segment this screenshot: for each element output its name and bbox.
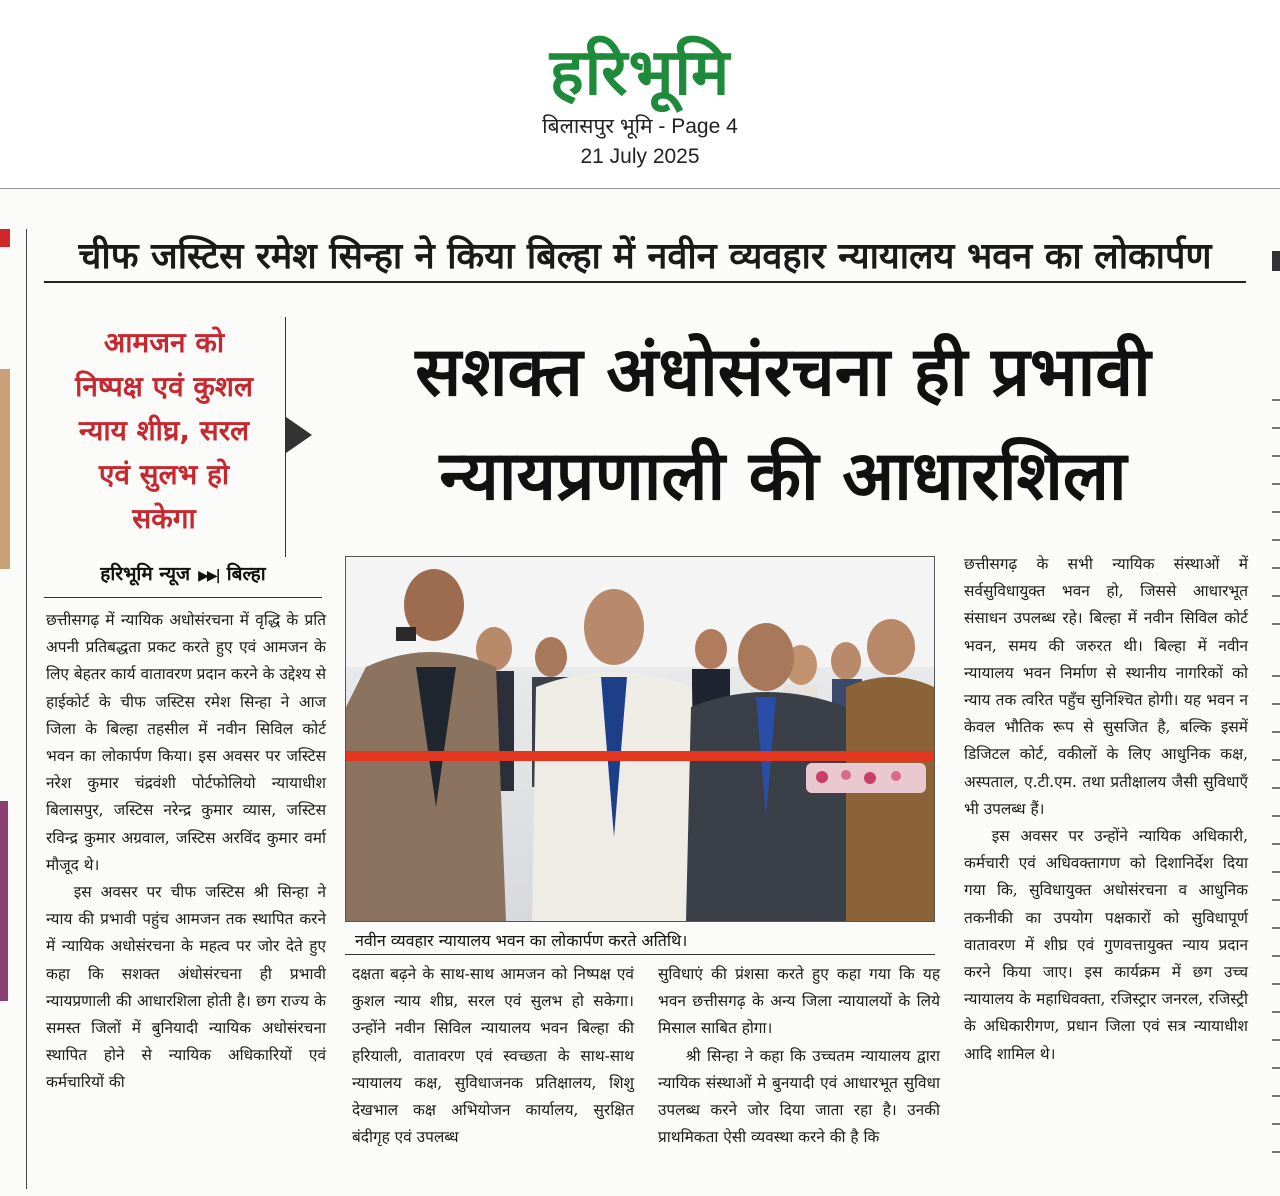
article-paragraph: श्री सिन्हा ने कहा कि उच्चतम न्यायालय द्वारा न्यायिक संस्थाओं मे बुनयादी एवं आधारभूत सुविधा उपलब्ध करने जोर दिया जाता रहा है। उनकी प्राथमिकता ऐसी व्यवस्था करने की है कि <box>658 1046 940 1147</box>
article-column-3 <box>658 961 940 1151</box>
adjacent-article-right-edge <box>1268 189 1280 1196</box>
adjacent-text-fragment <box>1272 675 1280 677</box>
adjacent-text-fragment <box>1272 483 1280 485</box>
headline-line: सशक्त अंधोसंरचना ही प्रभावी <box>415 333 1151 412</box>
ribbon <box>346 751 934 761</box>
adjacent-text-fragment <box>1272 731 1280 733</box>
byline-place: बिल्हा <box>226 563 266 585</box>
headline-line: न्यायप्रणाली की आधारशिला <box>439 437 1127 516</box>
adjacent-text-fragment <box>1272 1039 1280 1041</box>
adjacent-text-fragment <box>1272 623 1280 625</box>
adjacent-photo-fragment <box>0 369 10 569</box>
fast-forward-icon: ▶▶| <box>198 568 219 584</box>
pull-quote-line: सकेगा <box>132 502 196 535</box>
adjacent-text-fragment <box>1272 927 1280 929</box>
adjacent-text-fragment <box>1272 1067 1280 1069</box>
adjacent-text-fragment <box>1272 955 1280 957</box>
ribbon-cutting-photo <box>346 557 934 921</box>
adjacent-article-left-edge <box>0 189 14 1196</box>
adjacent-text-fragment <box>1272 399 1280 401</box>
adjacent-text-fragment <box>1272 1151 1280 1153</box>
adjacent-text-fragment <box>1272 843 1280 845</box>
newspaper-clipping <box>0 189 1280 1196</box>
adjacent-text-fragment <box>1272 511 1280 513</box>
article-paragraph: छत्तीसगढ़ के सभी न्यायिक संस्थाओं में सर्वसुविधायुक्त भवन हो, जिससे आधारभूत संसाधन उपलब्ध रहे। बिल्हा में नवीन सिविल कोर्ट भवन, समय की जरुरत थी। बिल्हा में नवीन न्यायालय भवन निर्माण से स्थानीय नागरिकों को न्याय तक त्वरित पहुँच सुनिश्चित होगी। यह भवन न केवल भौतिक रूप से सुसजित है, बल्कि इसमें डिजिटल कोर्ट, वकीलों के लिए आधुनिक कक्ष, अस्पताल, ए.टी.एम. तथा प्रतीक्षालय जैसी सुविधाएँ भी उपलब्ध हैं। <box>964 555 1248 818</box>
adjacent-text-fragment <box>1272 427 1280 429</box>
article-byline <box>44 559 322 598</box>
article-paragraph: छत्तीसगढ़ में न्यायिक अधोसंरचना में वृद्धि के प्रति अपनी प्रतिबद्धता प्रकट करते हुए एवं आमजन के लिए बेहतर कार्य वातावरण प्रदान करने के उद्देश्य से हाईकोर्ट के चीफ जस्टिस रमेश सिन्हा ने आज जिला के बिल्हा तहसील में नवीन सिविल कोर्ट भवन का लोकार्पण किया। इस अवसर पर जस्टिस नरेश कुमार चंद्रवंशी पोर्टफोलियो न्यायाधीश बिलासपुर, जस्टिस नरेन्द्र कुमार व्यास, जस्टिस रविन्द्र कुमार अग्रवाल, जस्टिस अरविंद कुमार वर्मा मौजूद थे। <box>46 611 326 874</box>
article-photo <box>345 556 935 922</box>
adjacent-text-fragment <box>1272 983 1280 985</box>
pull-quote-line: एवं सुलभ हो <box>98 458 230 491</box>
article-column-2 <box>352 961 634 1151</box>
adjacent-text-fragment <box>1272 539 1280 541</box>
article-kicker: चीफ जस्टिस रमेश सिन्हा ने किया बिल्हा में नवीन व्यवहार न्यायालय भवन का लोकार्पण <box>44 233 1246 283</box>
pull-quote-line: निष्पक्ष एवं कुशल <box>75 370 253 403</box>
edition-date: 21 July 2025 <box>580 145 700 168</box>
adjacent-text-fragment <box>1272 567 1280 569</box>
pull-quote <box>44 321 284 545</box>
adjacent-text-fragment <box>1272 595 1280 597</box>
adjacent-text-fragment <box>1272 787 1280 789</box>
adjacent-text-fragment <box>1272 1011 1280 1013</box>
edition-page-label: बिलासपुर भूमि - Page 4 <box>542 115 738 138</box>
adjacent-photo-fragment <box>0 801 8 1001</box>
pull-quote-pointer <box>286 417 312 453</box>
adjacent-red-block <box>0 229 10 247</box>
adjacent-text-fragment <box>1272 703 1280 705</box>
newspaper-logo: हरिभूमि <box>549 36 731 110</box>
photo-caption: नवीन व्यवहार न्यायालय भवन का लोकार्पण करते अतिथि। <box>345 929 935 955</box>
adjacent-text-fragment <box>1272 815 1280 817</box>
byline-source: हरिभूमि न्यूज <box>100 563 191 585</box>
article-paragraph: इस अवसर पर चीफ जस्टिस श्री सिन्हा ने न्याय की प्रभावी पहुंच आमजन तक स्थापित करने में न्यायिक अधोसंरचना के महत्व पर जोर देते हुए कहा कि सशक्त अंधोसंरचना ही प्रभावी न्यायप्रणाली की आधारशिला होती है। छग राज्य के समस्त जिलों में बुनियादी न्यायिक अधोसंरचना स्थापित होने से न्यायिक अधिकारियों एवं कर्मचारियों की <box>46 883 326 1092</box>
pull-quote-line: आमजन को <box>103 326 225 359</box>
adjacent-text-fragment <box>1272 1123 1280 1125</box>
adjacent-text-fragment <box>1272 871 1280 873</box>
masthead <box>0 0 1280 189</box>
adjacent-text-fragment <box>1272 759 1280 761</box>
adjacent-text-fragment <box>1272 251 1280 271</box>
pull-quote-line: न्याय शीघ्र, सरल <box>78 414 250 447</box>
article-paragraph: दक्षता बढ़ने के साथ-साथ आमजन को निष्पक्ष एवं कुशल न्याय शीघ्र, सरल एवं सुलभ हो सकेगा। उन्होंने नवीन सिविल न्यायालय भवन बिल्हा की हरियाली, वातावरण एवं स्वच्छता के साथ-साथ न्यायालय कक्ष, सुविधाजनक प्रतिक्षालय, शिशु देखभाल कक्ष अभियोजन कार्यालय, सुरक्षित बंदीगृह एवं उपलब्ध <box>352 965 634 1147</box>
article-column-4 <box>964 551 1248 1068</box>
adjacent-text-fragment <box>1272 455 1280 457</box>
article-headline <box>322 321 1244 529</box>
adjacent-text-fragment <box>1272 899 1280 901</box>
column-rule <box>26 229 27 1189</box>
adjacent-text-fragment <box>1272 1095 1280 1097</box>
article-column-1 <box>46 607 326 1097</box>
article-paragraph: सुविधाएं की प्रंशसा करते हुए कहा गया कि यह भवन छत्तीसगढ़ के अन्य जिला न्यायालयों के लिये मिसाल साबित होगा। <box>658 965 940 1038</box>
article-paragraph: इस अवसर पर उन्होंने न्यायिक अधिकारी, कर्मचारी एवं अधिवक्तागण को दिशानिर्देश दिया गया कि, सुविधायुक्त अधोसंरचना व आधुनिक तकनीकी का उपयोग पक्षकारों को सुविधापूर्ण वातावरण में शीघ्र एवं गुणवत्तायुक्त न्याय प्रदान करने किया जाए। इस कार्यक्रम में छग उच्च न्यायालय के महाधिवक्ता, रजिस्ट्रार जनरल, रजिस्ट्री के अधिकारीगण, प्रधान जिला एवं सत्र न्यायाधीश आदि शामिल थे। <box>964 827 1248 1063</box>
